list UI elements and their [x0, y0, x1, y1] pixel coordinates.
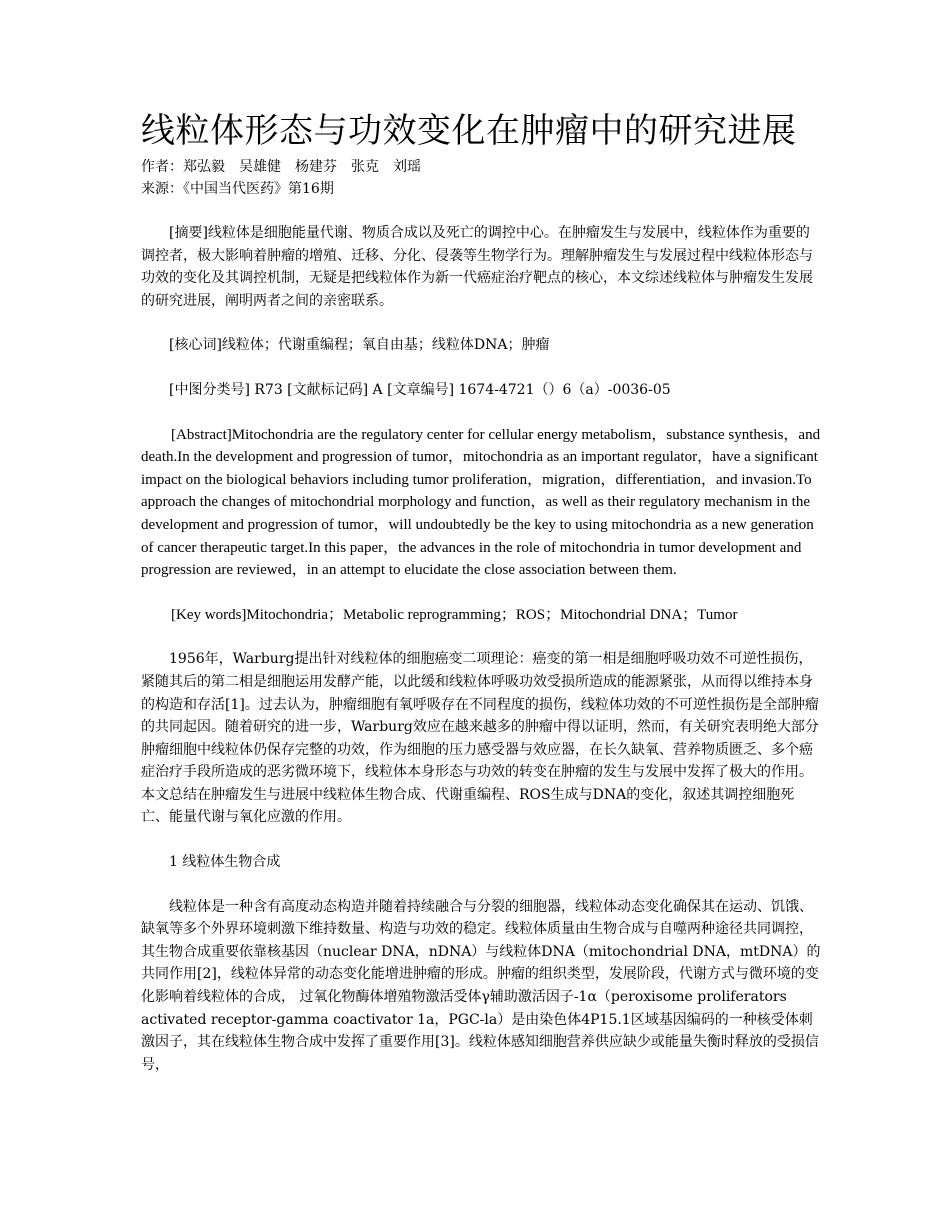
classification-line: [中图分类号] R73 [文献标记码] A [文章编号] 1674-4721（）6（a）-0036-05 [169, 381, 671, 398]
abstract-en: [Abstract]Mitochondria are the regulatory center for cellular energy metabolism，substance synthesis，and death.In the development and progression of tumor，mitochondria as an important regulator，have a significant impact on the biological behaviors including tumor proliferation，migration，differentiation，and invasion.To approach the changes of mitochondrial morphology and function，as well as their regulatory mechanism in the development and progression of tumor，will undoubtedly be the key to using mitochondria as a new generation of cancer therapeutic target.In this paper，the advances in the role of mitochondria in tumor development and progression are reviewed，in an attempt to elucidate the close association between them. [141, 426, 821, 579]
section-1-body: 线粒体是一种含有高度动态构造并随着持续融合与分裂的细胞器，线粒体动态变化确保其在运动、饥饿、缺氧等多个外界环境刺激下维持数量、构造与功效的稳定。线粒体质量由生物合成与自噬两种途径共同调控，其生物合成重要依靠核基因（nuclear DNA，nDNA）与线粒体DNA（mitochondrial DNA，mtDNA）的共同作用[2]，线粒体异常的动态变化能增进肿瘤的形成。肿瘤的组织类型，发展阶段，代谢方式与微环境的变化影响着线粒体的合成， 过氧化物酶体增殖物激活受体γ辅助激活因子-1α（peroxisome proliferators activated receptor-gamma coactivator 1a，PGC-la）是由染色体4P15.1区域基因编码的一种核受体刺激因子，其在线粒体生物合成中发挥了重要作用[3]。线粒体感知细胞营养供应缺少或能量失衡时释放的受损信号， [141, 898, 821, 1073]
authors-line: 作者：郑弘毅 吴雄健 杨建芬 张克 刘瑶 [141, 159, 421, 175]
article-meta [141, 156, 821, 200]
document-page [141, 108, 821, 1098]
keywords-en: [Key words]Mitochondria；Metabolic reprogramming；ROS；Mitochondrial DNA；Tumor [171, 606, 738, 623]
article-title: 线粒体形态与功效变化在肿瘤中的研究进展 [141, 111, 797, 151]
abstract-cn: [摘要]线粒体是细胞能量代谢、物质合成以及死亡的调控中心。在肿瘤发生与发展中，线粒体作为重要的调控者，极大影响着肿瘤的增殖、迁移、分化、侵袭等生物学行为。理解肿瘤发生与发展过程中线粒体形态与功效的变化及其调控机制，无疑是把线粒体作为新一代癌症治疗靶点的核心，本文综述线粒体与肿瘤发生发展的研究进展，阐明两者之间的亲密联系。 [141, 225, 813, 309]
intro-paragraph: 1956年，Warburg提出针对线粒体的细胞癌变二项理论：癌变的第一相是细胞呼吸功效不可逆性损伤，紧随其后的第二相是细胞运用发酵产能，以此缓和线粒体呼吸功效受损所造成的能源紧张，从而得以维持本身的构造和存活[1]。过去认为，肿瘤细胞有氧呼吸存在不同程度的损伤，线粒体功效的不可逆性损伤是全部肿瘤的共同起因。随着研究的进一步，Warburg效应在越来越多的肿瘤中得以证明，然而，有关研究表明绝大部分肿瘤细胞中线粒体仍保存完整的功效，作为细胞的压力感受器与效应器，在长久缺氧、营养物质匮乏、多个癌症治疗手段所造成的恶劣微环境下，线粒体本身形态与功效的转变在肿瘤的发生与发展中发挥了极大的作用。本文总结在肿瘤发生与进展中线粒体生物合成、代谢重编程、ROS生成与DNA的变化，叙述其调控细胞死亡、能量代谢与氧化应激的作用。 [141, 651, 819, 826]
source-line: 来源：《中国当代医药》第16期 [141, 181, 334, 197]
keywords-cn: [核心词]线粒体；代谢重编程；氧自由基；线粒体DNA；肿瘤 [169, 337, 550, 354]
section-1-heading: 1 线粒体生物合成 [169, 854, 281, 871]
